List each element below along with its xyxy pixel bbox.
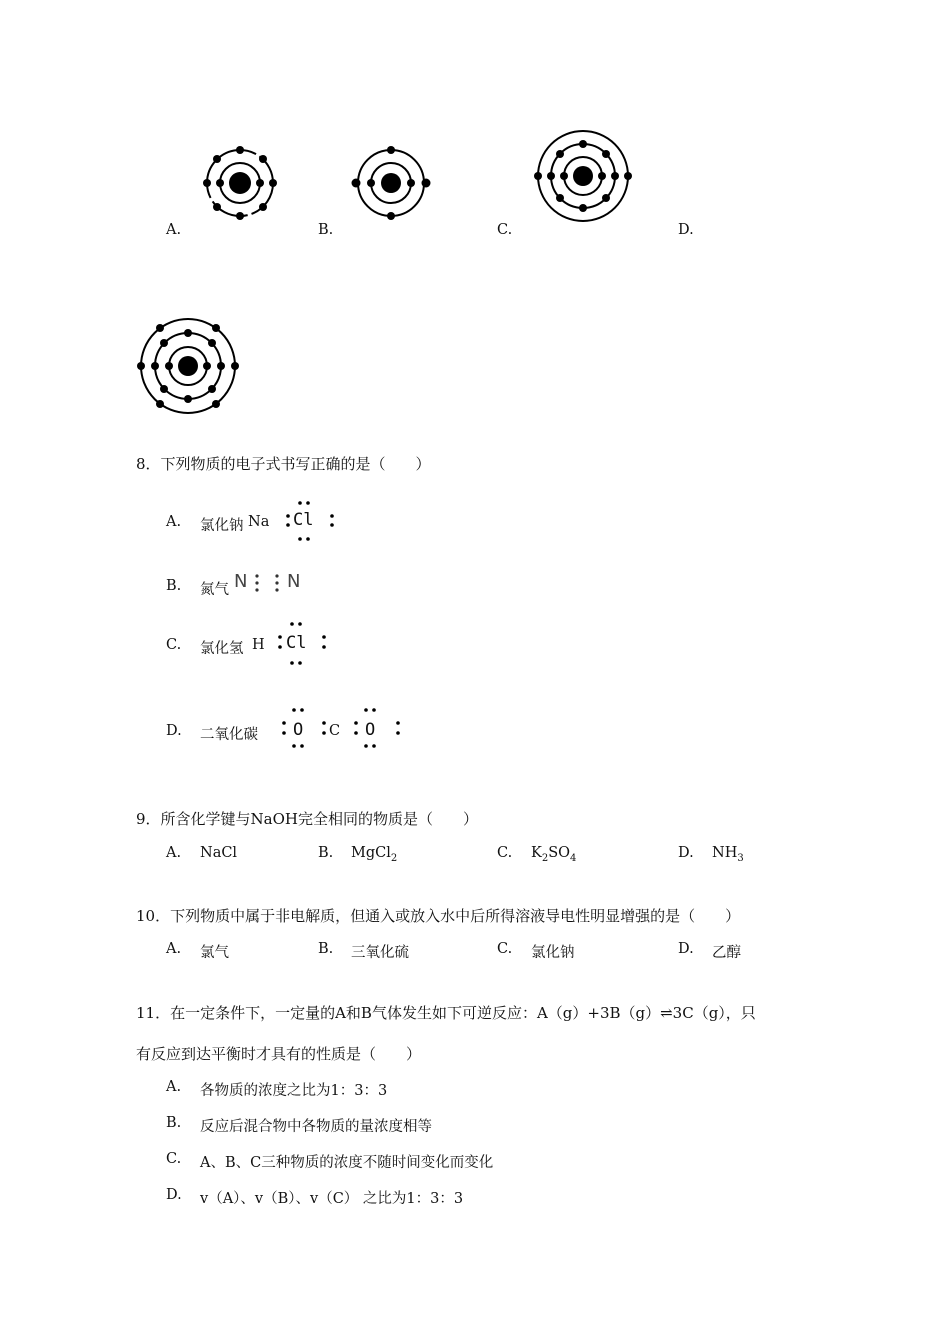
q9-option-a-letter[interactable]: A.: [166, 845, 182, 861]
q8-option-d-center: C: [329, 723, 341, 739]
atom-diagram-c: [533, 126, 633, 226]
q10-option-c-text: 氯化钠: [531, 945, 575, 961]
q11-option-c-letter[interactable]: C.: [166, 1151, 182, 1167]
q9-option-a-text: NaCl: [200, 845, 238, 861]
q10-option-c-letter[interactable]: C.: [497, 941, 513, 957]
q10-stem: 10．下列物质中属于非电解质，但通入或放入水中后所得溶液导电性明显增强的是（ ）: [136, 907, 741, 925]
q10-option-d-letter[interactable]: D.: [678, 941, 694, 957]
q9-option-c-so: SO: [548, 845, 571, 861]
q8-stem: 8．下列物质的电子式书写正确的是（ ）: [136, 455, 431, 473]
q7-option-a-letter[interactable]: A.: [166, 222, 182, 238]
q11-option-c-text: A、B、C三种物质的浓度不随时间变化而变化: [200, 1155, 494, 1171]
q8-option-a-atom: Cl: [293, 510, 314, 530]
q11-stem-line-1: 11．在一定条件下，一定量的A和B气体发生如下可逆反应：A（g）+3B（g）⇌3C（g），只: [136, 1004, 756, 1022]
atom-diagram-b: [351, 143, 431, 223]
q9-option-b-base: MgCl: [351, 845, 391, 861]
q11-option-a-text: 各物质的浓度之比为1：3：3: [200, 1083, 388, 1099]
q9-option-b-text: [351, 845, 397, 864]
q8-option-d-name: 二氧化碳: [200, 727, 258, 743]
q9-option-c-letter[interactable]: C.: [497, 845, 513, 861]
q11-option-d-letter[interactable]: D.: [166, 1187, 182, 1203]
q8-option-b-letter[interactable]: B.: [166, 578, 182, 594]
q8-option-a-letter[interactable]: A.: [166, 514, 182, 530]
q8-b-electron-dots: [250, 572, 290, 598]
q8-option-c-letter[interactable]: C.: [166, 637, 182, 653]
q9-option-c-so-sub: 4: [570, 852, 577, 864]
q8-option-c-name: 氯化氢: [200, 641, 244, 657]
q10-option-a-text: 氯气: [200, 945, 229, 961]
q11-option-b-text: 反应后混合物中各物质的量浓度相等: [200, 1119, 432, 1135]
q10-option-d-text: 乙醇: [712, 945, 741, 961]
q8-option-a-name: 氯化钠: [200, 518, 244, 534]
q11-option-d-text: v（A）、v（B）、v（C） 之比为1：3：3: [200, 1191, 464, 1207]
q10-option-b-letter[interactable]: B.: [318, 941, 334, 957]
q11-option-a-letter[interactable]: A.: [166, 1079, 182, 1095]
q9-option-b-sub: 2: [390, 852, 398, 864]
q11-option-b-letter[interactable]: B.: [166, 1115, 182, 1131]
q9-option-c-k: K: [531, 845, 542, 861]
q9-option-c-text: [531, 845, 576, 864]
q8-option-b-atom-1: N: [234, 571, 248, 592]
q8-option-d-atom-2: O: [365, 720, 376, 740]
q8-option-b-atom-2: N: [287, 571, 301, 592]
q11-stem-line-2: 有反应到达平衡时才具有的性质是（ ）: [136, 1045, 422, 1063]
q8-option-c-atom: Cl: [286, 633, 307, 653]
q8-option-d-atom-1: O: [293, 720, 304, 740]
q10-option-b-text: 三氧化硫: [351, 945, 409, 961]
q8-option-d-letter[interactable]: D.: [166, 723, 182, 739]
q9-option-c-k-sub: 2: [541, 852, 549, 864]
q7-option-d-letter[interactable]: D.: [678, 222, 694, 238]
atom-diagram-d: [136, 314, 240, 418]
q8-option-c-prefix: H: [252, 637, 265, 653]
q9-stem: 9．所含化学键与NaOH完全相同的物质是（ ）: [136, 810, 478, 828]
q7-option-c-letter[interactable]: C.: [497, 222, 513, 238]
q8-a-electron-dots: [284, 499, 344, 543]
atom-diagram-a: [200, 143, 280, 223]
q8-d-electron-dots: [280, 706, 410, 756]
q9-option-d-base: NH: [712, 845, 738, 861]
q9-option-d-text: [712, 845, 744, 864]
q9-option-d-letter[interactable]: D.: [678, 845, 694, 861]
q8-option-b-name: 氮气: [200, 582, 229, 598]
q7-option-b-letter[interactable]: B.: [318, 222, 334, 238]
q10-option-a-letter[interactable]: A.: [166, 941, 182, 957]
q8-option-a-prefix: Na: [248, 514, 270, 530]
q9-option-b-letter[interactable]: B.: [318, 845, 334, 861]
q8-c-electron-dots: [276, 620, 336, 670]
q9-option-d-sub: 3: [737, 852, 744, 864]
